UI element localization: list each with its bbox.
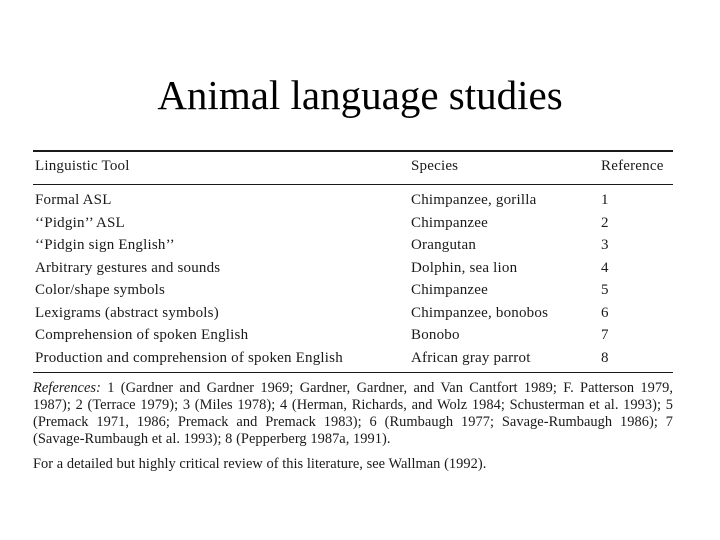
cell-species: Dolphin, sea lion [411, 259, 518, 276]
table-row [33, 279, 673, 302]
cell-reference: 6 [601, 304, 609, 321]
table-row [33, 212, 673, 235]
cell-reference: 4 [601, 259, 609, 276]
cell-species: Chimpanzee, gorilla [411, 192, 537, 209]
header-species: Species [411, 158, 459, 174]
header-reference: Reference [601, 158, 664, 174]
table-header-row [33, 151, 673, 185]
table-row [33, 324, 673, 347]
cell-reference: 1 [601, 192, 609, 209]
review-note: For a detailed but highly critical review of this literature, see Wallman (1992). [33, 456, 487, 472]
cell-species: Chimpanzee, bonobos [411, 304, 549, 321]
cell-tool: Lexigrams (abstract symbols) [35, 304, 219, 321]
cell-species: Bonobo [411, 327, 460, 344]
cell-reference: 5 [601, 282, 609, 299]
cell-species: Chimpanzee [411, 214, 488, 231]
cell-species: Orangutan [411, 237, 477, 254]
cell-species: African gray parrot [411, 349, 531, 366]
cell-species: Chimpanzee [411, 282, 488, 299]
table-row [33, 257, 673, 280]
table-header [33, 151, 673, 185]
references-text: 1 (Gardner and Gardner 1969; Gardner, Gardner, and Van Cantfort 1989; F. Patterson 1979, 1987); 2 (Terrace 1979); 3 (Miles 1978); 4 (Herman, Richards, and Wolz 1984; Schusterman et al. 1993); 5 (Premack 1971, 1986; Premack and Premack 1983); 6 (Rumbaugh 1977; Savage-Rumbaugh 1986); 7 (Savage-Rumbaugh et al. 1993); 8 (Pepperberg 1987a, 1991). [33, 380, 673, 447]
table-row [33, 234, 673, 257]
slide-title: Animal language studies [157, 72, 563, 118]
cell-reference: 7 [601, 327, 609, 344]
cell-tool: Production and comprehension of spoken English [35, 349, 343, 366]
table-row [33, 347, 673, 373]
cell-tool: Arbitrary gestures and sounds [35, 259, 221, 276]
cell-tool: ‘‘Pidgin’’ ASL [35, 214, 125, 231]
table-row [33, 185, 673, 212]
cell-tool: Color/shape symbols [35, 282, 166, 299]
cell-tool: ‘‘Pidgin sign English’’ [35, 237, 175, 254]
cell-tool: Formal ASL [35, 192, 112, 209]
language-studies-table-block [33, 150, 673, 473]
table-row [33, 302, 673, 325]
header-linguistic-tool: Linguistic Tool [35, 158, 130, 174]
cell-tool: Comprehension of spoken English [35, 327, 249, 344]
references-label: References: [33, 380, 101, 396]
language-studies-table [33, 150, 673, 373]
cell-reference: 8 [601, 349, 609, 366]
table-body [33, 185, 673, 373]
references-note [33, 380, 673, 448]
cell-reference: 2 [601, 214, 609, 231]
cell-reference: 3 [601, 237, 609, 254]
